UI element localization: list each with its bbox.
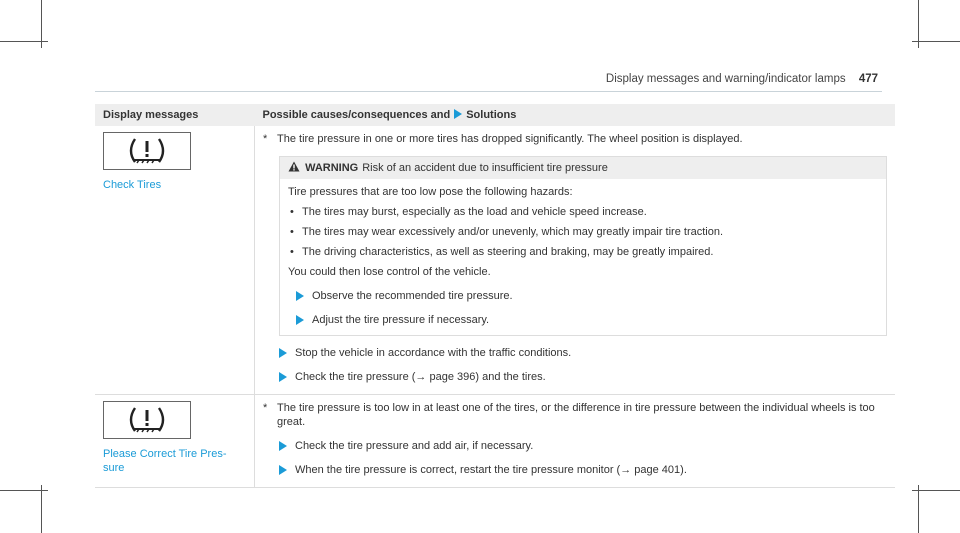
page-header bbox=[606, 73, 878, 85]
warning-note: You could then lose control of the vehicle. bbox=[288, 266, 491, 278]
table-row bbox=[95, 126, 895, 395]
page-header-title: Display messages and warning/indicator lamps bbox=[605, 73, 846, 85]
warning-box bbox=[279, 156, 887, 336]
list-item: • The driving characteristics, as well as steering and braking, may be greatly impaired. bbox=[288, 245, 878, 259]
crop-mark bbox=[912, 41, 960, 42]
crop-mark bbox=[912, 490, 960, 491]
solutions-cell bbox=[255, 126, 896, 395]
warning-triangle-icon bbox=[288, 161, 300, 172]
action-arrow-icon bbox=[296, 315, 304, 325]
list-item: • The tires may wear excessively and/or unevenly, which may greatly impair tire traction. bbox=[288, 225, 878, 239]
messages-table bbox=[95, 104, 895, 488]
indicator-lamp-box bbox=[103, 132, 191, 170]
solutions-cell bbox=[255, 395, 896, 488]
display-message-text: Check Tires bbox=[103, 179, 162, 191]
action-arrow-icon bbox=[279, 372, 287, 382]
table-header-row bbox=[95, 104, 895, 126]
action-arrow-icon bbox=[279, 441, 287, 451]
action-arrow-icon bbox=[279, 465, 287, 475]
cause-text: * The tire pressure in one or more tires has dropped significantly. The wheel position is displayed. bbox=[263, 133, 743, 145]
warning-intro: Tire pressures that are too low pose the following hazards: bbox=[288, 186, 573, 198]
list-item: • The tires may burst, especially as the load and vehicle speed increase. bbox=[288, 205, 878, 219]
tire-pressure-warning-icon bbox=[122, 136, 172, 166]
warning-title: Risk of an accident due to insufficient tire pressure bbox=[362, 162, 608, 174]
display-cell bbox=[95, 126, 255, 395]
action-step: When the tire pressure is correct, restart the tire pressure monitor (→ page 401). bbox=[263, 463, 887, 477]
crop-mark bbox=[0, 490, 48, 491]
action-arrow-icon bbox=[296, 291, 304, 301]
display-cell bbox=[95, 395, 255, 488]
display-message-text: Please Correct Tire Pres- sure bbox=[103, 448, 227, 474]
cause-text: * The tire pressure is too low in at least one of the tires, or the difference in tire pressure between the individual wheels is too great. bbox=[263, 402, 875, 428]
warning-body bbox=[280, 179, 886, 335]
indicator-lamp-box bbox=[103, 401, 191, 439]
action-arrow-icon bbox=[454, 109, 462, 119]
action-step: Observe the recommended tire pressure. bbox=[288, 289, 878, 303]
action-step: Check the tire pressure and add air, if necessary. bbox=[263, 439, 887, 453]
action-step: Check the tire pressure (→ page 396) and the tires. bbox=[263, 370, 887, 384]
action-arrow-icon bbox=[279, 348, 287, 358]
crop-mark bbox=[918, 485, 919, 533]
action-step: Stop the vehicle in accordance with the traffic conditions. bbox=[263, 346, 887, 360]
header-rule bbox=[95, 91, 882, 92]
crop-mark bbox=[0, 41, 48, 42]
page-number: 477 bbox=[858, 73, 878, 85]
column-header-display: Display messages bbox=[95, 104, 255, 126]
table-row bbox=[95, 395, 895, 488]
column-header-solutions: Possible causes/consequences and Solutions bbox=[255, 104, 896, 126]
tire-pressure-warning-icon bbox=[122, 405, 172, 435]
warning-header bbox=[280, 157, 886, 179]
warning-label: WARNING bbox=[305, 162, 359, 174]
action-step: Adjust the tire pressure if necessary. bbox=[288, 313, 878, 327]
crop-mark bbox=[41, 485, 42, 533]
